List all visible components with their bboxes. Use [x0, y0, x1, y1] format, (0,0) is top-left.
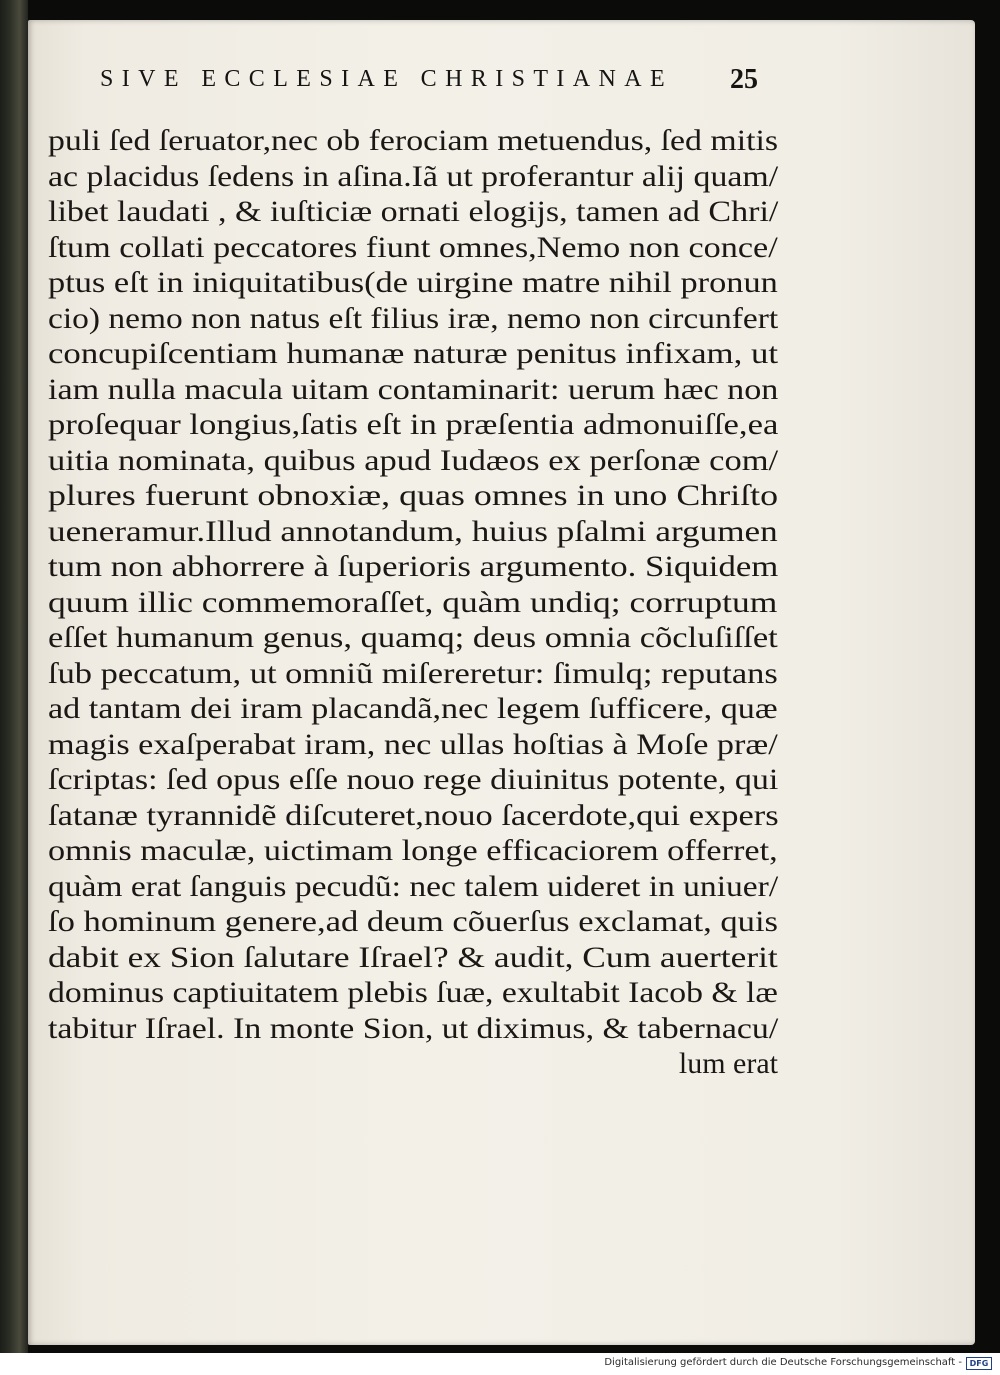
dfg-logo-icon: DFG	[966, 1357, 992, 1370]
text-line: dominus captiuitatem plebis ſuæ, exultabit Iacob & læ	[48, 976, 778, 1009]
funding-credit-text: Digitalisierung gefördert durch die Deutsche Forschungsgemeinschaft -	[604, 1357, 962, 1368]
text-line: puli ſed ſeruator,nec ob ferociam metuendus, ſed mitis	[48, 124, 779, 157]
text-line: ſub peccatum, ut omniũ miſereretur: ſimulq; reputans	[48, 656, 778, 690]
book-binding-edge	[0, 0, 28, 1353]
text-line: tabitur Iſrael. In monte Sion, ut diximus, & tabernacu/	[48, 1011, 779, 1045]
text-line: omnis maculæ, uictimam longe efficaciorem offerret,	[48, 834, 778, 867]
running-head	[100, 62, 900, 102]
text-line: cio) nemo non natus eſt filius iræ, nemo non circunfert	[48, 301, 779, 335]
text-line: ſtum collati peccatores fiunt omnes,Nemo non conce/	[48, 230, 778, 264]
text-line: proſequar longius,ſatis eſt in præſentia admonuiſſe,ea	[48, 408, 779, 441]
text-line: ſo hominum genere,ad deum cõuerſus exclamat, quis	[48, 905, 779, 938]
text-line: dabit ex Sion ſalutare Iſrael? & audit, Cum auerterit	[48, 940, 778, 974]
text-line: ſatanæ tyrannidẽ diſcuteret,nouo ſacerdote,qui expers	[48, 798, 779, 832]
text-line: magis exaſperabat iram, nec ullas hoſtias à Moſe præ/	[48, 727, 778, 761]
running-title: SIVE ECCLESIAE CHRISTIANAE	[100, 66, 674, 92]
body-text	[48, 123, 778, 1082]
catchword: lum erat	[678, 1047, 778, 1080]
text-line: ſcriptas: ſed opus eſſe nouo rege diuinitus potente, qui	[48, 763, 779, 796]
text-line: ad tantam dei iram placandã,nec legem ſufficere, quæ	[48, 692, 778, 725]
text-line: plures fuerunt obnoxiæ, quas omnes in uno Chriſto	[48, 479, 779, 512]
footer-credit-bar	[0, 1353, 1000, 1375]
text-line: ac placidus ſedens in aſina.Iã ut proferantur alij quam/	[48, 159, 779, 193]
text-line: tum non abhorrere à ſuperioris argumento. Siquidem	[48, 550, 779, 583]
text-line: uitia nominata, quibus apud Iudæos ex perſonæ com/	[48, 443, 779, 477]
text-line: concupiſcentiam humanæ naturæ penitus infixam, ut	[48, 337, 779, 370]
text-line: iam nulla macula uitam contaminarit: uerum hæc non	[48, 372, 779, 406]
text-line: ptus eſt in iniquitatibus(de uirgine matre nihil pronun	[48, 266, 778, 299]
text-line: quàm erat ſanguis pecudũ: nec talem uideret in uniuer/	[48, 869, 779, 903]
page-number: 25	[730, 64, 758, 95]
text-line: ueneramur.Illud annotandum, huius pſalmi argumen	[48, 514, 778, 548]
text-line: libet laudati , & iuſticiæ ornati elogijs, tamen ad Chri/	[48, 195, 779, 228]
text-line: eſſet humanum genus, quamq; deus omnia cõcluſiſſet	[48, 621, 778, 654]
text-line: quum illic commemoraſſet, quàm undiq; corruptum	[48, 585, 778, 619]
